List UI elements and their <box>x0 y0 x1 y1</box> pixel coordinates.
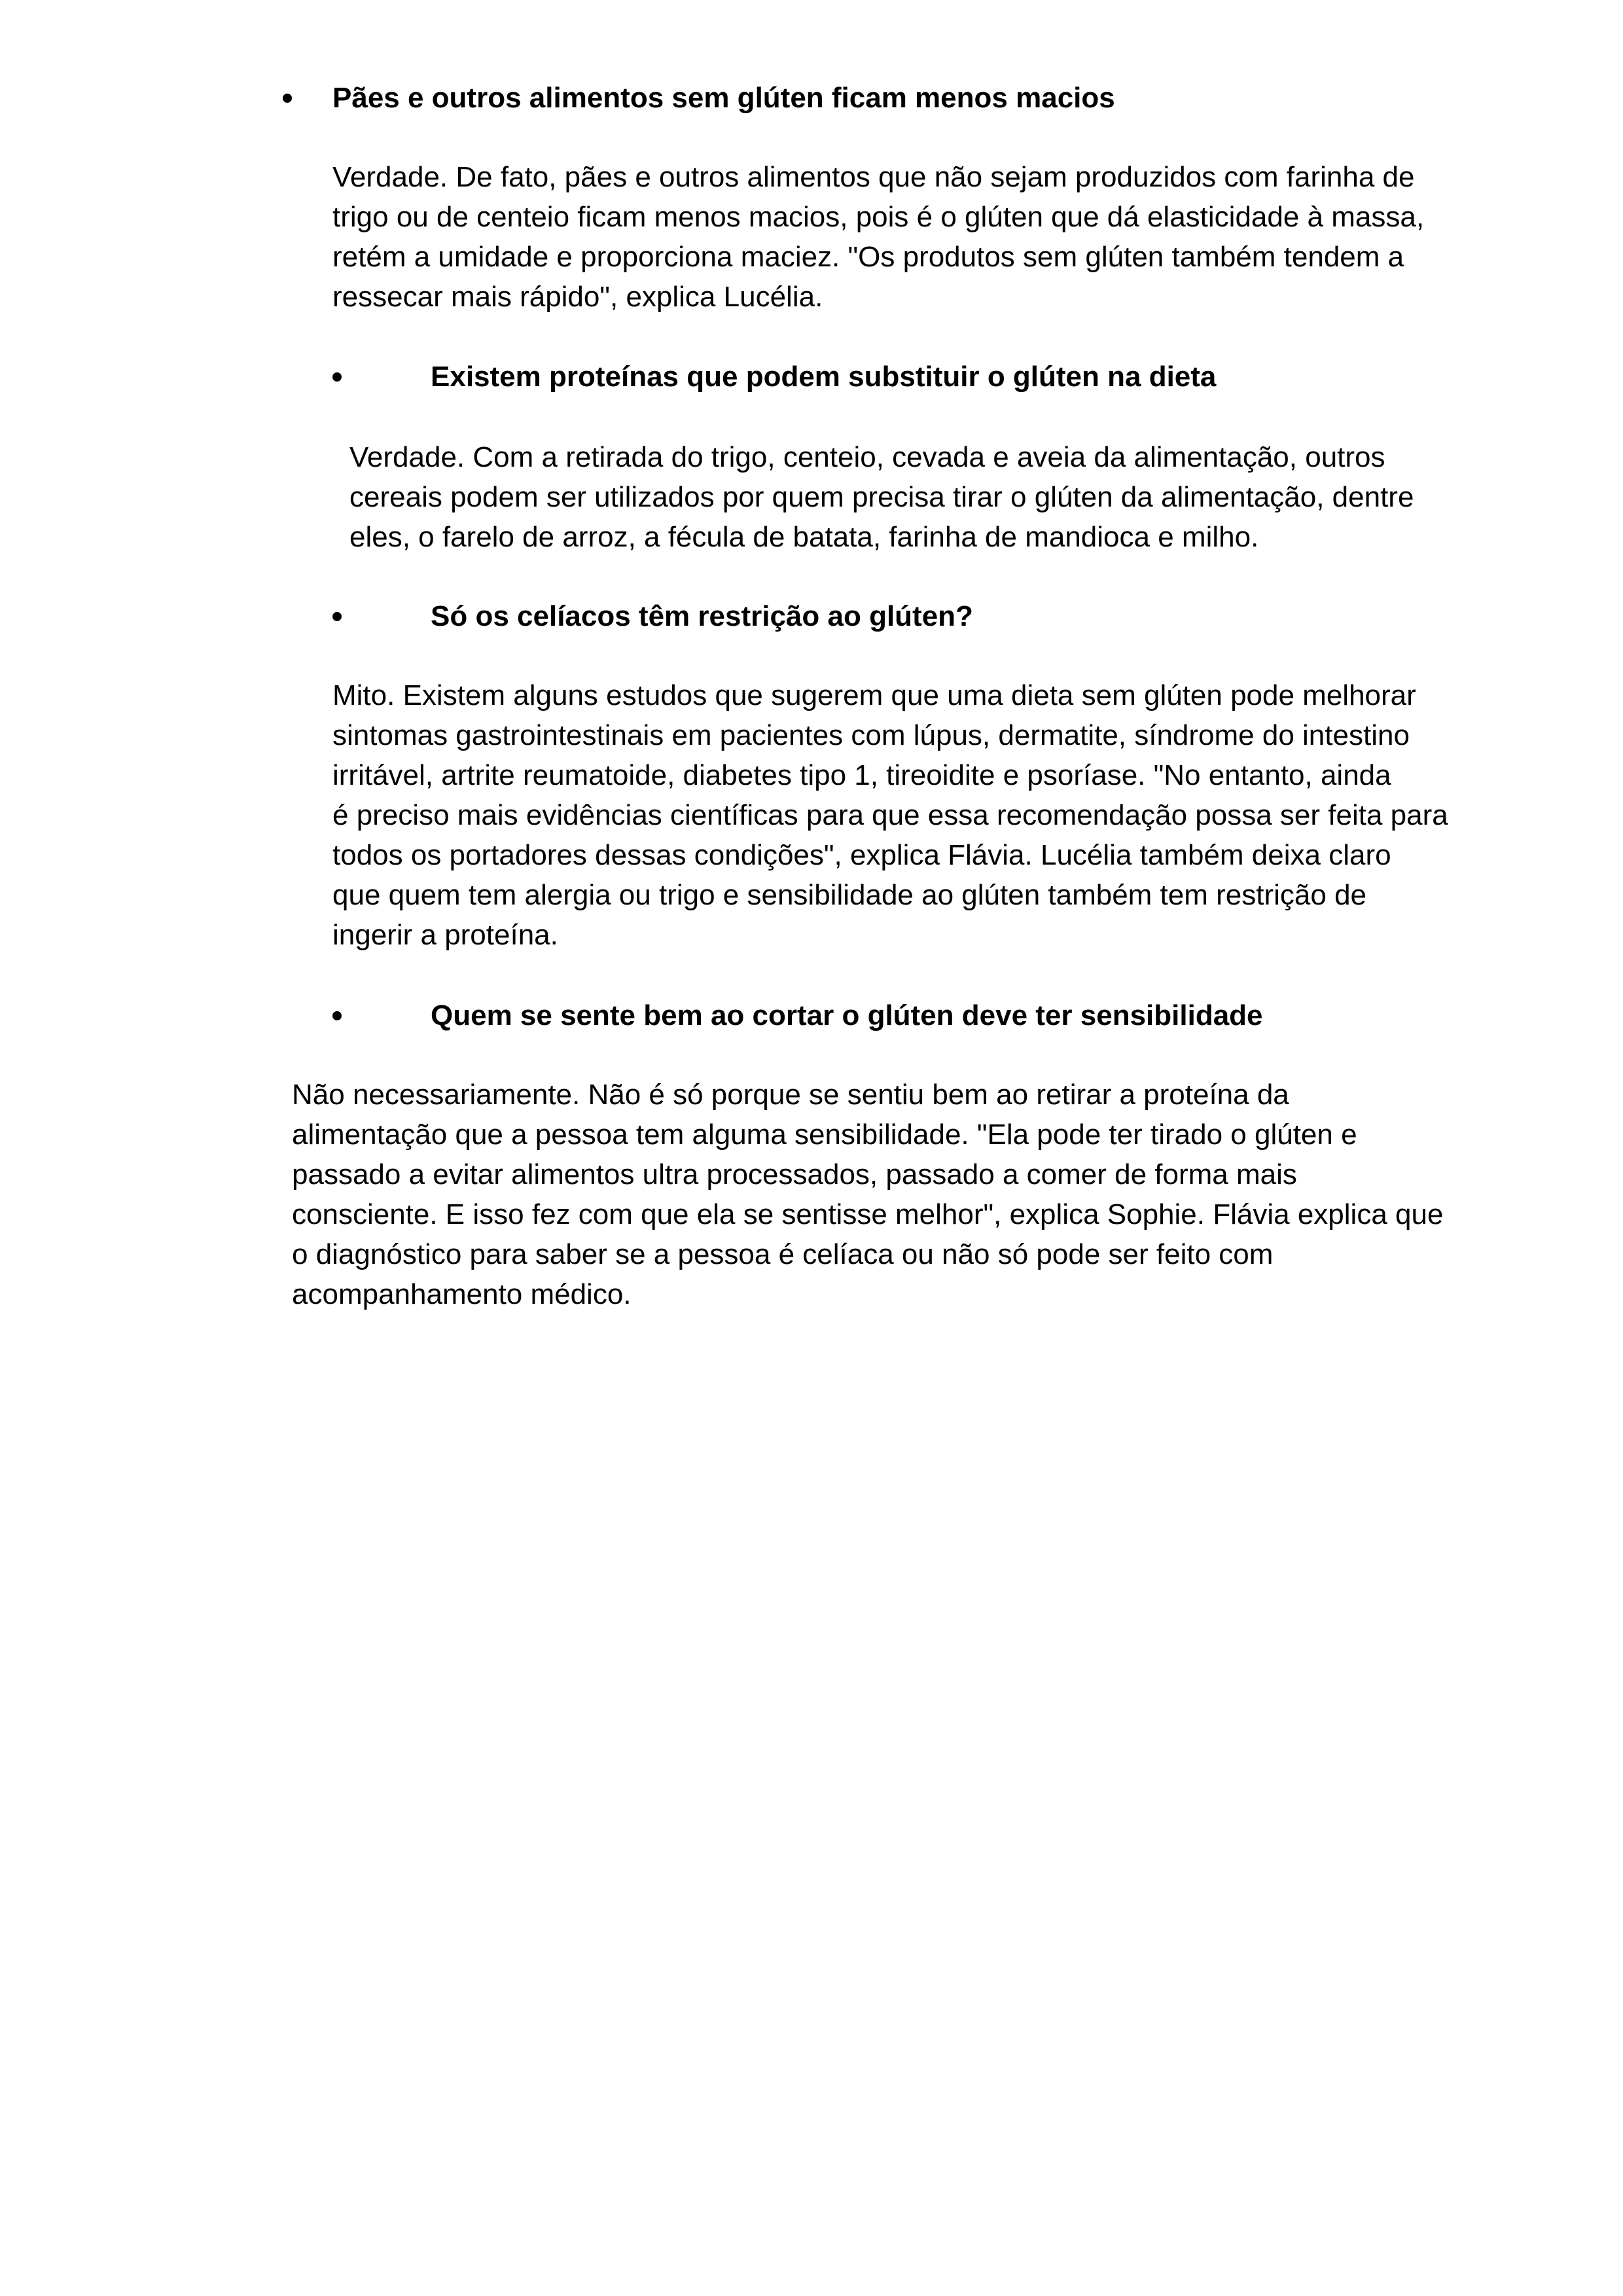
section-heading <box>283 79 1115 118</box>
section-heading <box>332 357 1216 397</box>
paragraph-line: cereais podem ser utilizados por quem precisa tirar o glúten da alimentação, dentre <box>349 481 1414 513</box>
section-heading-text: Quem se sente bem ao cortar o glúten deve ter sensibilidade <box>431 999 1263 1031</box>
paragraph-line: alimentação que a pessoa tem alguma sensibilidade. "Ela pode ter tirado o glúten e <box>292 1119 1357 1151</box>
bullet-icon <box>332 612 342 621</box>
paragraph-line: Verdade. De fato, pães e outros alimentos que não sejam produzidos com farinha de <box>332 161 1415 193</box>
paragraph-line: irritável, artrite reumatoide, diabetes tipo 1, tireoidite e psoríase. "No entanto, ainda <box>332 759 1391 791</box>
section-paragraph <box>332 157 1424 317</box>
bullet-icon <box>332 372 342 382</box>
paragraph-line: que quem tem alergia ou trigo e sensibilidade ao glúten também tem restrição de <box>332 879 1367 911</box>
section-heading <box>332 996 1263 1035</box>
paragraph-line: é preciso mais evidências científicas para que essa recomendação possa ser feita para <box>332 799 1448 831</box>
section-paragraph <box>349 437 1414 557</box>
paragraph-line: acompanhamento médico. <box>292 1278 632 1310</box>
bullet-icon <box>332 1011 342 1020</box>
bullet-icon <box>283 94 292 103</box>
paragraph-line: ressecar mais rápido", explica Lucélia. <box>332 281 823 313</box>
section-heading-text: Existem proteínas que podem substituir o glúten na dieta <box>431 361 1217 393</box>
paragraph-line: passado a evitar alimentos ultra processados, passado a comer de forma mais <box>292 1158 1297 1191</box>
section-heading-text: Pães e outros alimentos sem glúten ficam menos macios <box>332 82 1115 114</box>
paragraph-line: Verdade. Com a retirada do trigo, centeio, cevada e aveia da alimentação, outros <box>349 441 1385 473</box>
paragraph-line: o diagnóstico para saber se a pessoa é celíaca ou não só pode ser feito com <box>292 1238 1274 1270</box>
paragraph-line: trigo ou de centeio ficam menos macios, pois é o glúten que dá elasticidade à massa, <box>332 201 1425 233</box>
paragraph-line: todos os portadores dessas condições", explica Flávia. Lucélia também deixa claro <box>332 839 1391 871</box>
section-paragraph <box>292 1075 1443 1314</box>
paragraph-line: sintomas gastrointestinais em pacientes com lúpus, dermatite, síndrome do intestino <box>332 719 1410 751</box>
paragraph-line: consciente. E isso fez com que ela se sentisse melhor", explica Sophie. Flávia explica que <box>292 1198 1444 1230</box>
paragraph-line: Não necessariamente. Não é só porque se sentiu bem ao retirar a proteína da <box>292 1079 1289 1111</box>
section-heading-text: Só os celíacos têm restrição ao glúten? <box>431 600 973 632</box>
paragraph-line: ingerir a proteína. <box>332 919 558 951</box>
paragraph-line: Mito. Existem alguns estudos que sugerem que uma dieta sem glúten pode melhorar <box>332 679 1416 711</box>
section-paragraph <box>332 675 1448 955</box>
section-heading <box>332 597 973 636</box>
paragraph-line: retém a umidade e proporciona maciez. "Os produtos sem glúten também tendem a <box>332 241 1404 273</box>
paragraph-line: eles, o farelo de arroz, a fécula de batata, farinha de mandioca e milho. <box>349 521 1259 553</box>
